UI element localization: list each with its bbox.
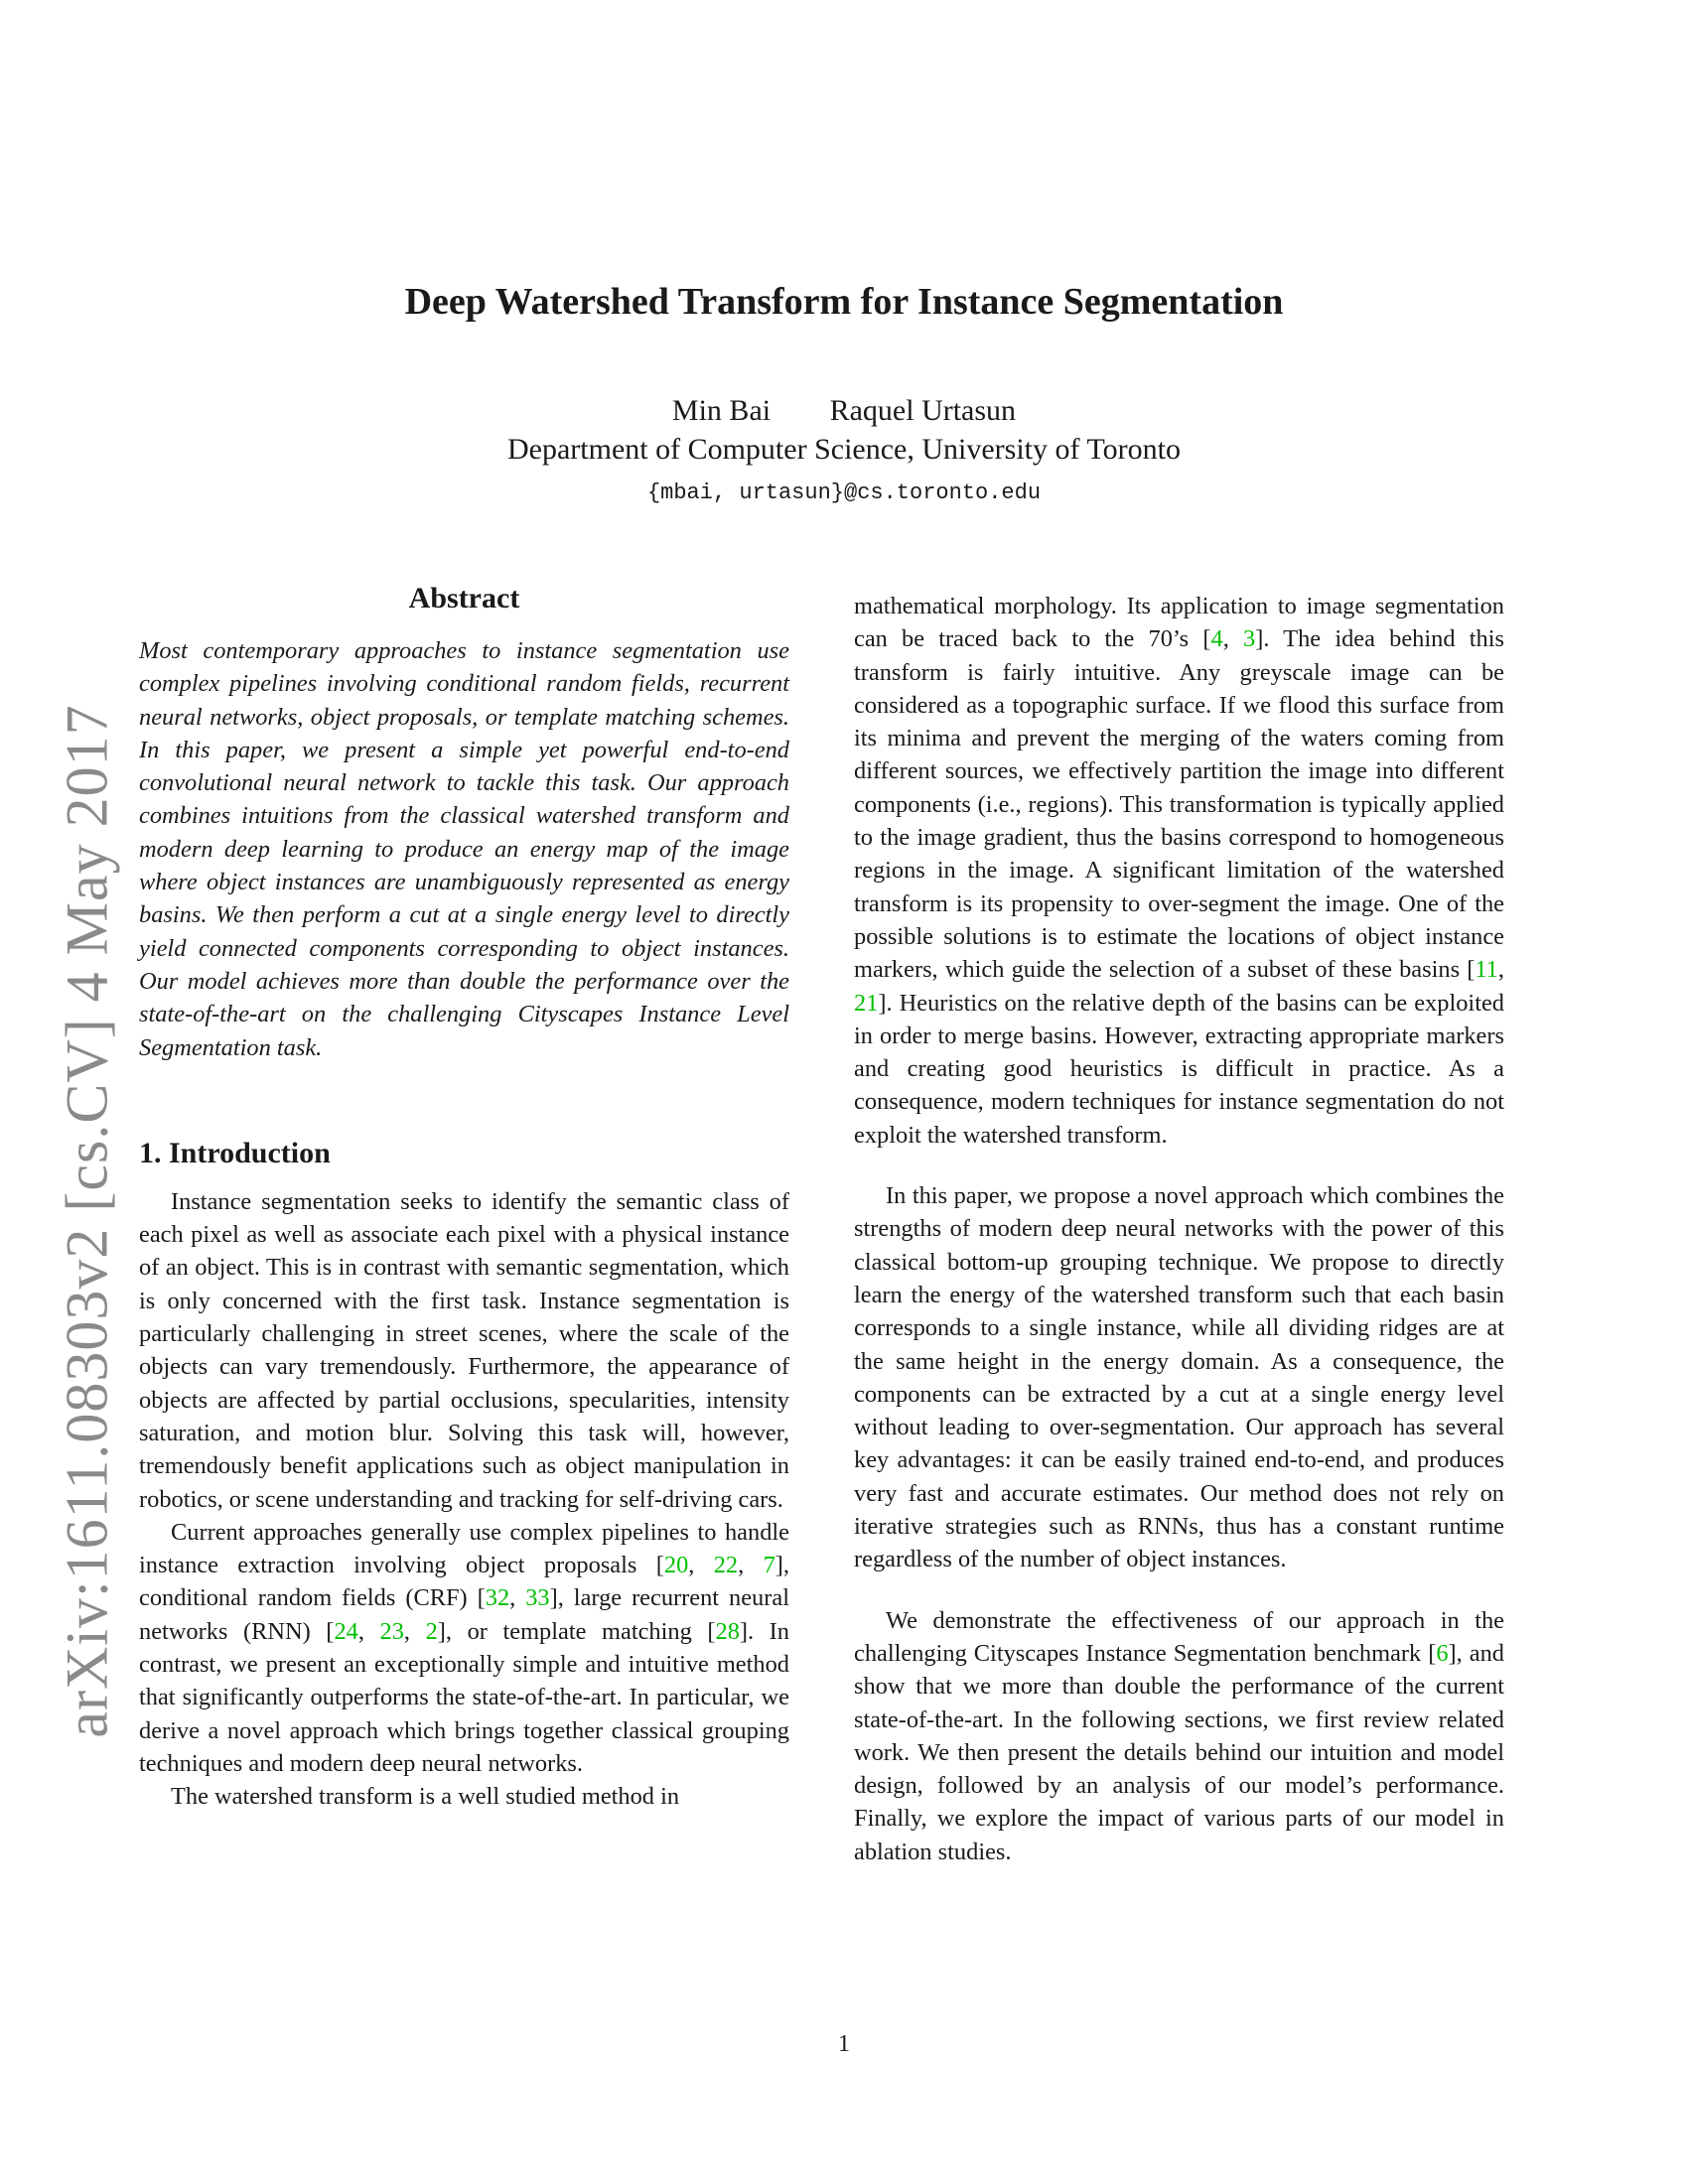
citation-link[interactable]: 3 [1243, 625, 1256, 653]
citation-link[interactable]: 7 [763, 1552, 775, 1579]
intro-paragraph-2: Current approaches generally use complex pipelines to handle instance extraction involving object proposals [20, 22, 7], conditional random fields (CRF) [32, 33], large recurrent neural networks (RNN) [24, 23, 2], or template matching [28]. In contrast, we present an exceptionally simple and intuitive method that significantly outperforms the state-of-the-art. In particular, we derive a novel approach which brings together classical grouping techniques and modern deep neural networks. [139, 1518, 790, 1777]
intro-paragraph-3: The watershed transform is a well studied method in [171, 1783, 680, 1811]
citation-link[interactable]: 6 [1436, 1639, 1449, 1667]
abstract-text: Most contemporary approaches to instance segmentation use complex pipelines involving conditional random fields, recurrent neural networks, object proposals, or template matching schemes. In this paper, we present a simple yet powerful end-to-end convolutional neural network to tackle this task. Our approach combines intuitions from the classical watershed transform and modern deep learning to produce an energy map of the image where object instances are unambiguously represented as energy basins. We then perform a cut at a single energy level to directly yield connected components corresponding to object instances. Our model achieves more than double the performance over the state-of-the-art on the challenging Cityscapes Instance Level Segmentation task. [139, 637, 789, 1061]
citation-link[interactable]: 4 [1210, 625, 1223, 653]
citation-link[interactable]: 28 [715, 1617, 740, 1645]
citation-link[interactable]: 20 [663, 1552, 689, 1579]
citation-link[interactable]: 32 [485, 1584, 510, 1612]
intro-paragraph-1: Instance segmentation seeks to identify the semantic class of each pixel as well as associate each pixel with a physical instance of an object. This is in contrast with semantic segmentation, which is only concerned with the first task. Instance segmentation is particularly challenging in street scenes, where the scale of the objects can vary tremendously. Furthermore, the appearance of objects are affected by partial occlusions, specularities, intensity saturation, and motion blur. Solving this task will, however, tremendously benefit applications such as object manipulation in robotics, or scene understanding and tracking for self-driving cars. [139, 1187, 789, 1513]
paper-title: Deep Watershed Transform for Instance Segmentation [404, 281, 1284, 323]
citation-link[interactable]: 2 [425, 1617, 438, 1645]
citation-link[interactable]: 21 [854, 989, 879, 1017]
intro-paragraph-6: We demonstrate the effectiveness of our approach in the challenging Cityscapes Instance Segmentation benchmark [6], and show that we more than double the performance of the current state-of-the-art. In the following sections, we first review related work. We then present the details behind our intuition and model design, followed by an analysis of our model’s performance. Finally, we explore the impact of various parts of our model in ablation studies. [854, 1606, 1504, 1865]
citation-link[interactable]: 22 [713, 1552, 739, 1579]
citation-link[interactable]: 11 [1475, 956, 1498, 984]
arxiv-identifier-text: arXiv:1611.08303v2 [cs.CV] 4 May 2017 [54, 704, 120, 1738]
citation-link[interactable]: 33 [525, 1584, 550, 1612]
author-name: Min Bai [671, 394, 772, 427]
affiliation: Department of Computer Science, University of Toronto [506, 433, 1182, 466]
intro-paragraph-5: In this paper, we propose a novel approach which combines the strengths of modern deep neural networks with the power of this classical bottom-up grouping technique. We propose to directly learn the energy of the watershed transform such that each basin corresponds to a single instance, while all dividing ridges are at the same height in the energy domain. As a consequence, the components can be extracted by a cut at a single energy level without leading to over-segmentation. Our approach has several key advantages: it can be easily trained end-to-end, and produces very fast and accurate estimates. Our method does not rely on iterative strategies such as RNNs, thus has a constant runtime regardless of the number of object instances. [854, 1182, 1504, 1573]
abstract-heading: Abstract [408, 582, 520, 614]
introduction-heading: 1. Introduction [139, 1136, 331, 1169]
citation-link[interactable]: 24 [334, 1617, 358, 1645]
right-column [854, 590, 1504, 1868]
left-column [139, 581, 789, 1814]
intro-paragraph-4: mathematical morphology. Its application to image segmentation can be traced back to the 70’s [4, 3]. The idea behind this transform is fairly intuitive. Any greyscale image can be considered as a topographic surface. If we flood this surface from its minima and prevent the merging of the waters coming from different sources, we effectively partition the image into different components (i.e., regions). This transformation is typically applied to the image gradient, thus the basins correspond to homogeneous regions in the image. A significant limitation of the watershed transform is its propensity to over-segment the image. One of the possible solutions is to estimate the locations of object instance markers, which guide the selection of a subset of these basins [11, 21]. Heuristics on the relative depth of the basins can be exploited in order to merge basins. However, extracting appropriate markers and creating good heuristics is difficult in practice. As a consequence, modern techniques for instance segmentation do not exploit the watershed transform. [854, 593, 1504, 1149]
citation-link[interactable]: 23 [379, 1617, 404, 1645]
author-email: {mbai, urtasun}@cs.toronto.edu [646, 480, 1042, 505]
author-name: Raquel Urtasun [829, 394, 1017, 427]
author-list [0, 394, 1688, 428]
page-number: 1 [838, 2031, 850, 2057]
